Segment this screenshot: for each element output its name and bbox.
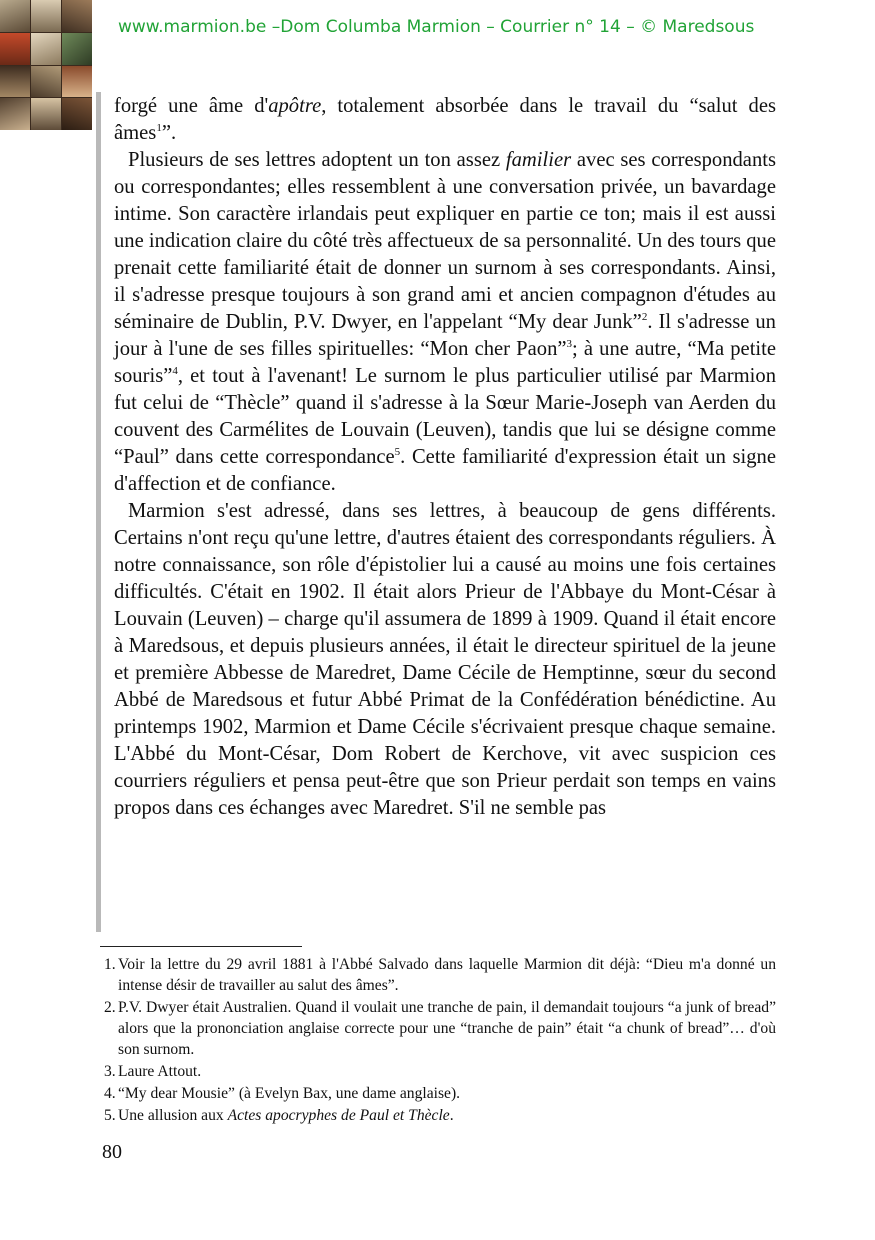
margin-bar <box>96 92 101 932</box>
paragraph-3: Marmion s'est adressé, dans ses lettres, à beaucoup de gens différents. Certains n'ont reçu qu'une lettre, d'autres étaient des correspondants réguliers. À notre connaissance, son rôle d'épistolier lui a causé au moins une fois certaines difficultés. C'était en 1902. Il était alors Prieur de l'Abbaye du Mont-César à Louvain (Leuven) – charge qu'il assumera de 1899 à 1909. Quand il était encore à Maredsous, et depuis plusieurs années, il était le directeur spirituel de la jeune et première Abbesse de Maredret, Dame Cécile de Hemptinne, sœur du second Abbé de Maredsous et futur Abbé Primat de la Confédération bénédictine. Au printemps 1902, Marmion et Dame Cécile s'écrivaient presque chaque semaine. L'Abbé du Mont-César, Dom Robert de Kerchove, vit avec suspicion ces courriers réguliers et pensa peut-être que son Prieur perdait son temps en vains propos dans ces échanges avec Maredret. S'il ne semble pas <box>114 500 776 819</box>
text-run: forgé une âme d' <box>114 95 269 117</box>
text-run: . Cette familiarité d'expression était un signe d'affection et de confiance. <box>114 446 776 495</box>
text-run: , totalement absorbée dans le travail du “salut des âmes <box>114 95 776 144</box>
portrait-tile <box>0 0 30 32</box>
text-run: , et tout à l'avenant! Le surnom le plus particulier utilisé par Marmion fut celui de “Thècle” quand il s'adresse à la Sœur Marie-Joseph van Aerden du couvent des Carmélites de Louvain (Leuven), tandis que lui se désigne comme “Paul” dans cette correspondance <box>114 365 776 468</box>
footnote <box>104 1083 776 1104</box>
portrait-tile <box>62 0 92 32</box>
footnote-text: P.V. Dwyer était Australien. Quand il voulait une tranche de pain, il demandait toujours “a junk of bread” alors que la prononciation anglaise correcte pour une “tranche de pain” était “a chunk of bread”… d'où son surnom. <box>118 999 776 1058</box>
portrait-tile <box>31 66 61 98</box>
footnote-text: . <box>449 1107 454 1124</box>
portrait-collage <box>0 0 92 130</box>
footnote <box>104 954 776 996</box>
portrait-tile <box>62 33 92 65</box>
footnote <box>104 1061 776 1082</box>
footnote <box>104 1105 776 1126</box>
footnotes <box>104 954 776 1127</box>
footnote-ref: 5 <box>394 446 401 459</box>
footnote-ref: 3 <box>566 338 573 351</box>
footnote-italic: Actes apocryphes de Paul et Thècle <box>227 1107 450 1124</box>
portrait-tile <box>0 33 30 65</box>
footnote-number: 2. <box>104 999 116 1016</box>
text-run: avec ses correspondants ou correspondantes; elles ressemblent à une conversation privée, un bavardage intime. Son caractère irlandais peut expliquer en partie ce ton; mais il est aussi une indication claire du côté très affectueux de sa personnalité. Un des tours que prenait cette familiarité était de donner un surnom à ses correspondants. Ainsi, il s'adresse presque toujours à son grand ami et ancien compagnon d'études au séminaire de Dublin, P.V. Dwyer, en l'appelant “My dear Junk” <box>114 149 776 333</box>
paragraph-1 <box>114 93 776 147</box>
footnote-separator <box>100 946 302 947</box>
portrait-tile <box>0 98 30 130</box>
footnote-ref: 1 <box>156 122 162 135</box>
text-run: Plusieurs de ses lettres adoptent un ton assez <box>128 149 506 171</box>
portrait-tile <box>31 98 61 130</box>
italic-run: apôtre <box>268 95 322 117</box>
body-text <box>114 93 776 822</box>
text-run: ”. <box>161 122 177 144</box>
italic-run: familier <box>505 149 572 171</box>
footnote <box>104 997 776 1060</box>
footnote-text: Laure Attout. <box>118 1063 202 1080</box>
footnote-text: “My dear Mousie” (à Evelyn Bax, une dame anglaise). <box>118 1085 461 1102</box>
footnote-number: 1. <box>104 956 116 973</box>
text-run: . Il s'adresse un jour à l'une de ses filles spirituelles: “Mon cher Paon” <box>114 311 776 360</box>
text-run: ; à une autre, “Ma petite souris” <box>114 338 777 387</box>
footnote-text: Une allusion aux <box>118 1107 228 1124</box>
portrait-tile <box>0 66 30 98</box>
footnote-number: 4. <box>104 1085 116 1102</box>
footnote-number: 5. <box>104 1107 116 1124</box>
footnote-ref: 4 <box>172 365 178 378</box>
page-number: 80 <box>102 1141 122 1163</box>
portrait-tile <box>62 98 92 130</box>
portrait-tile <box>31 33 61 65</box>
portrait-tile <box>62 66 92 98</box>
footnote-ref: 2 <box>641 311 648 324</box>
footnote-text: Voir la lettre du 29 avril 1881 à l'Abbé Salvado dans laquelle Marmion dit déjà: “Dieu m'a donné un intense désir de travailler au salut des âmes”. <box>118 956 776 994</box>
portrait-tile <box>31 0 61 32</box>
footnote-number: 3. <box>104 1063 116 1080</box>
paragraph-2 <box>114 147 776 498</box>
site-header: www.marmion.be –Dom Columba Marmion – Courrier n° 14 – © Maredsous <box>118 17 755 37</box>
